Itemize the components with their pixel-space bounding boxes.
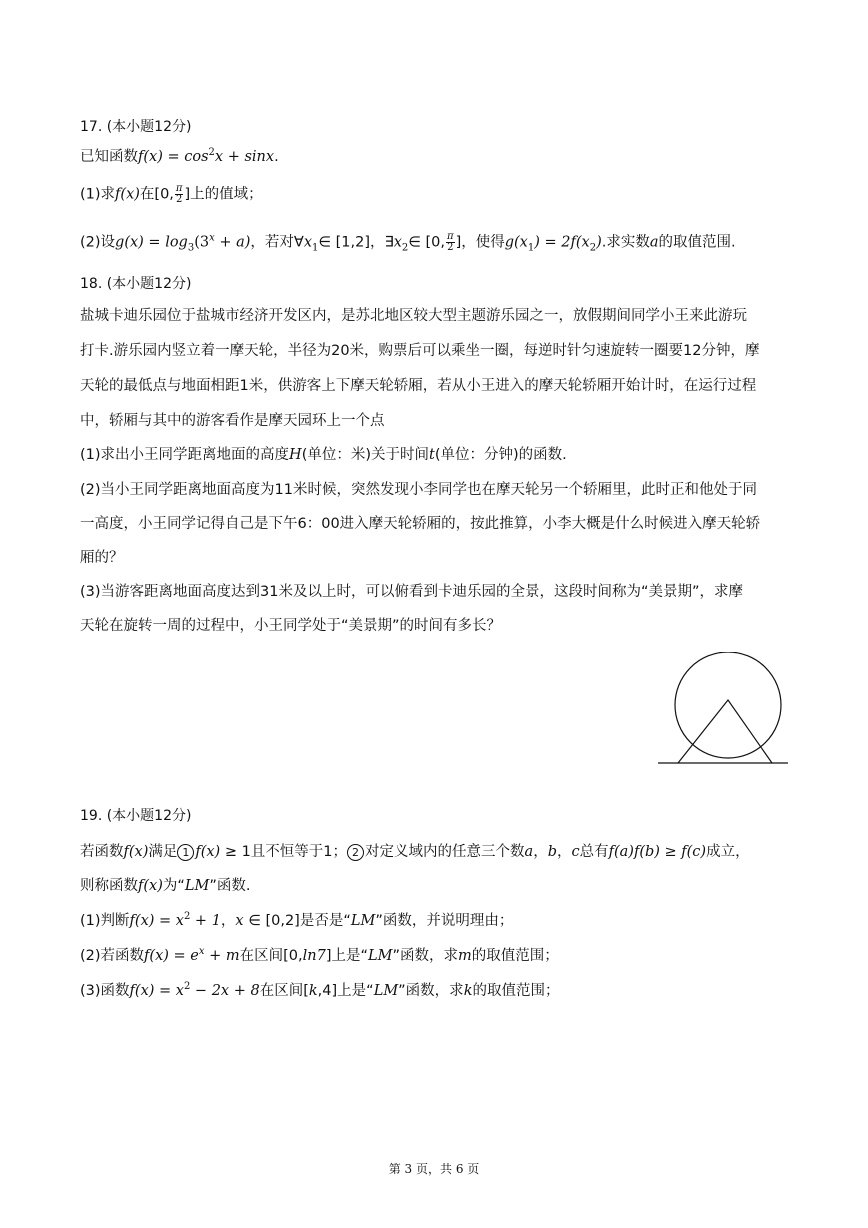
wheel-support-frame bbox=[678, 700, 772, 763]
page-footer: 第 3 页，共 6 页 bbox=[388, 1162, 480, 1176]
q18-stem-line2: 打卡.游乐园内竖立着一摩天轮，半径为20米，购票后可以乘坐一圈，每逆时针匀速旋转一圈要12分钟，摩 bbox=[80, 343, 760, 359]
fraction-pi-over-2: $\frac{\pi}{2}$ bbox=[446, 231, 454, 253]
q18-part3-line1: (3)当游客距离地面高度达到31米及以上时，可以俯看到卡迪乐园的全景，这段时间称为“美景期”，求摩 bbox=[80, 584, 744, 600]
q18-part2-line3: 厢的？ bbox=[80, 550, 124, 566]
q18-stem-line3: 天轮的最低点与地面相距1米，供游客上下摩天轮轿厢，若从小王进入的摩天轮轿厢开始计时，在运行过程 bbox=[80, 378, 757, 394]
ferris-wheel-figure bbox=[656, 652, 790, 772]
q19-part2: (2)若函数$f(x) = e^x + m$在区间[0,ln7]上是“LM”函数，求m的取值范围； bbox=[80, 946, 559, 964]
q19-condition-line1: 若函数f(x)满足 1 f(x) ≥ 1且不恒等于1； 2 对定义域内的任意三个数a，b，c总有f(a)f(b) ≥ f(c)成立， bbox=[80, 844, 750, 860]
q19-part1: (1)判断$f(x) = x^2 + 1$，x ∈ [0,2]是否是“LM”函数，并说明理由； bbox=[80, 911, 514, 929]
ferris-wheel-diagram bbox=[656, 652, 790, 768]
q19-part3: (3)函数$f(x) = x^2 - 2x + 8$在区间[k,4]上是“LM”函数，求k的取值范围； bbox=[80, 981, 560, 999]
circled-number-2: 2 bbox=[347, 844, 364, 861]
q17-part2: (2)设$g(x) = \log_3(3^x + a)$，若对$\forall x_1\in$ [1,2]，$\exists x_2\in$ [0, $\frac{\pi}{2}$ ]，使得$g(x_1) = 2f(x_2)$.求实数a的取值范围. bbox=[80, 231, 736, 254]
wheel-circle bbox=[675, 652, 781, 758]
q17-stem: 已知函数$f(x) = \cos^2x + \sin x$. bbox=[80, 147, 279, 165]
q17-header: 17. (本小题12分) bbox=[80, 119, 192, 135]
q18-header: 18. (本小题12分) bbox=[80, 276, 192, 292]
q18-part1: (1)求出小王同学距离地面的高度H(单位：米)关于时间t(单位：分钟)的函数. bbox=[80, 447, 567, 463]
q18-stem-line1: 盐城卡迪乐园位于盐城市经济开发区内，是苏北地区较大型主题游乐园之一，放假期间同学小王来此游玩 bbox=[80, 308, 747, 324]
q17-part1: (1)求f(x)在[0, $\frac{\pi}{2}$ ]上的值域； bbox=[80, 183, 263, 205]
q18-part2-line1: (2)当小王同学距离地面高度为11米时候，突然发现小李同学也在摩天轮另一个轿厢里，此时正和他处于同 bbox=[80, 482, 757, 498]
fraction-pi-over-2: $\frac{\pi}{2}$ bbox=[175, 183, 183, 205]
q18-part3-line2: 天轮在旋转一周的过程中，小王同学处于“美景期”的时间有多长？ bbox=[80, 618, 502, 634]
circled-number-1: 1 bbox=[177, 844, 194, 861]
q18-part2-line2: 一高度，小王同学记得自己是下午6：00进入摩天轮轿厢的，按此推算，小李大概是什么时候进入摩天轮轿 bbox=[80, 516, 761, 532]
q19-condition-line2: 则称函数f(x)为“LM”函数. bbox=[80, 878, 251, 894]
q19-header: 19. (本小题12分) bbox=[80, 808, 192, 824]
q18-stem-line4: 中，轿厢与其中的游客看作是摩天园环上一个点 bbox=[80, 413, 385, 429]
